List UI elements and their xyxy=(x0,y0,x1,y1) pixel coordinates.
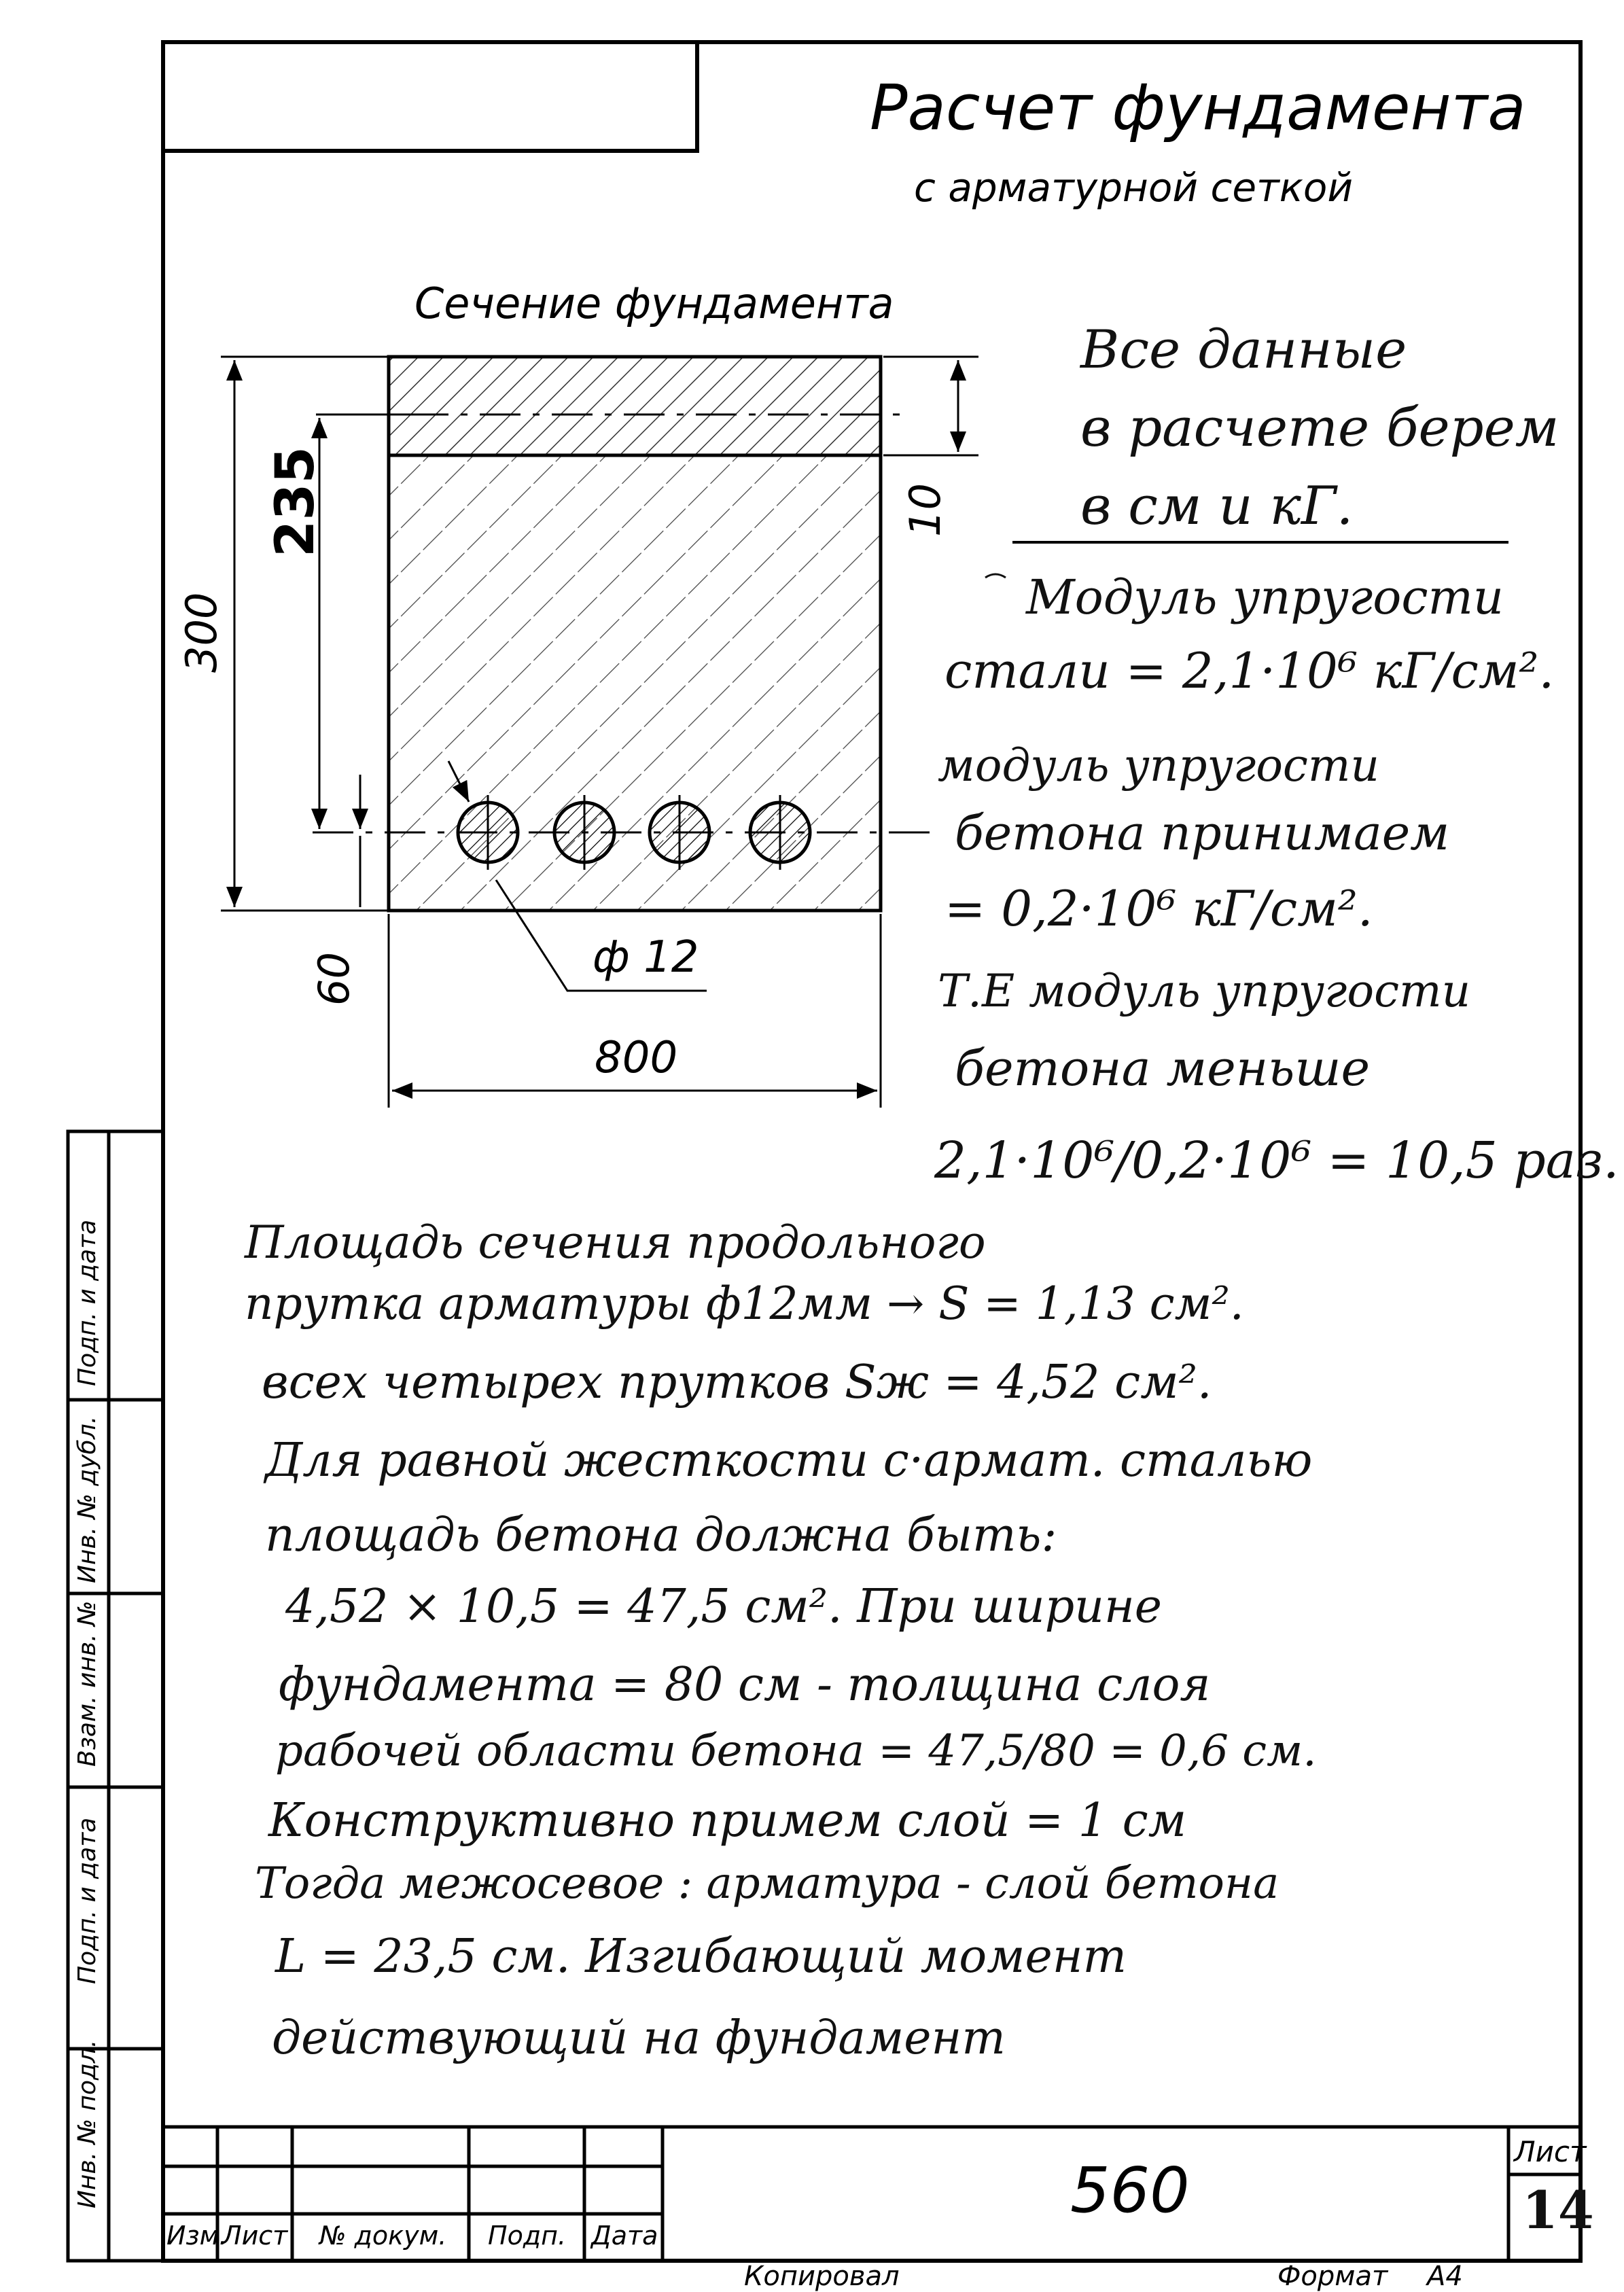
note-line: в см и кГ. xyxy=(1080,476,1354,537)
note-line: в расчете берем xyxy=(1080,398,1559,459)
page-subtitle: с арматурной сеткой xyxy=(914,164,1354,211)
foundation-section xyxy=(313,357,931,991)
note-line: Т.Е модуль упругости xyxy=(938,965,1471,1017)
body-line: площадь бетона должна быть: xyxy=(265,1509,1057,1562)
dim-label-235: 235 xyxy=(265,446,326,557)
body-line: прутка арматуры ф12мм → S = 1,13 см². xyxy=(245,1277,1244,1330)
body-line: всех четырех прутков Sж = 4,52 см². xyxy=(262,1356,1212,1409)
note-line: бетона меньше xyxy=(955,1040,1371,1097)
note-line: Модуль упругости xyxy=(1026,569,1504,625)
doc-number: 560 xyxy=(1070,2154,1190,2227)
tb-col-list: Лист xyxy=(222,2221,288,2251)
footer-format-value: А4 xyxy=(1427,2261,1463,2292)
tb-col-doc: № докум. xyxy=(319,2221,447,2251)
rebar-diameter-label: ф 12 xyxy=(593,932,699,983)
sheet-number: 14 xyxy=(1522,2180,1594,2240)
body-line: Площадь сечения продольного xyxy=(245,1216,986,1269)
body-line: действующий на фундамент xyxy=(272,2011,1006,2065)
body-line: 4,52 × 10,5 = 47,5 см². При ширине xyxy=(285,1580,1163,1634)
footer-copied: Копировал xyxy=(744,2261,900,2292)
note-line: стали = 2,1·10⁶ кГ/см². xyxy=(945,642,1555,699)
tb-col-izm: Изм. xyxy=(166,2221,228,2251)
dim-label-60: 60 xyxy=(309,952,359,1006)
tb-col-podp: Подп. xyxy=(488,2221,567,2251)
body-line: рабочей области бетона = 47,5/80 = 0,6 см. xyxy=(275,1726,1317,1776)
stamp-inv-podl: Инв. № подл. xyxy=(73,2039,101,2208)
section-title: Сечение фундамента xyxy=(414,279,894,328)
note-line: Все данные xyxy=(1080,319,1407,381)
note-line: бетона принимаем xyxy=(955,805,1450,861)
dim-label-300: 300 xyxy=(177,592,226,673)
stamp-vzam-inv: Взам. инв. № xyxy=(73,1600,101,1767)
body-line: Конструктивно примем слой = 1 см xyxy=(268,1794,1187,1848)
body-line: фундамента = 80 см - толщина слоя xyxy=(279,1658,1211,1712)
note-line: модуль упругости xyxy=(938,739,1379,792)
footer-format-label: Формат xyxy=(1277,2261,1388,2292)
stamp-inv-dubl: Инв. № дубл. xyxy=(73,1415,101,1583)
stamp-podp-data-2: Подп. и дата xyxy=(73,1219,101,1386)
body-line: Для равной жесткости с·армат. сталью xyxy=(265,1434,1313,1487)
note-line: = 0,2·10⁶ кГ/см². xyxy=(945,880,1373,937)
top-left-box xyxy=(163,42,697,151)
page-title: Расчет фундамента xyxy=(870,71,1526,144)
note-line: 2,1·10⁶/0,2·10⁶ = 10,5 раз. xyxy=(934,1131,1619,1190)
dim-label-10: 10 xyxy=(900,483,950,537)
stamp-podp-data-1: Подп. и дата xyxy=(73,1817,101,1984)
sheet-label: Лист xyxy=(1514,2135,1587,2168)
dim-label-800: 800 xyxy=(595,1033,678,1083)
body-line: Тогда межосевое : арматура - слой бетона xyxy=(255,1858,1279,1909)
body-line: L = 23,5 см. Изгибающий момент xyxy=(275,1930,1127,1984)
top-layer xyxy=(389,357,881,455)
tb-col-data: Дата xyxy=(591,2221,658,2251)
